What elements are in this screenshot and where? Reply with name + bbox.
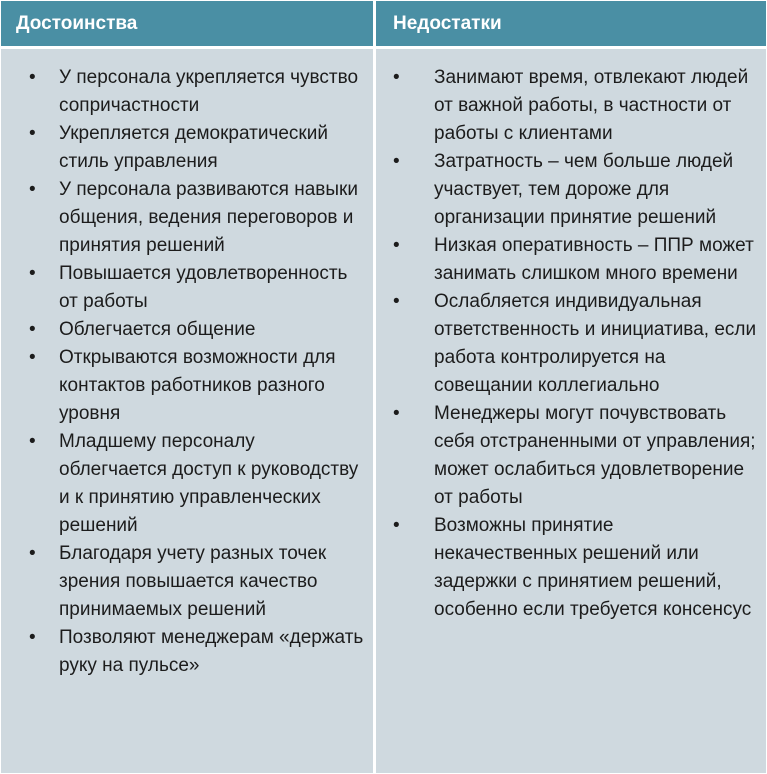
cons-item-text: Низкая оперативность – ППР может занимать слишком много времени [434,235,754,284]
bullet-icon: • [393,67,400,88]
pros-header: Достоинства [1,1,373,46]
cons-header: Недостатки [376,1,766,46]
pros-item [1,624,365,680]
bullet-icon: • [29,179,36,200]
cons-item-text: Менеджеры могут почувствовать себя отстраненными от управления; может ослабиться удовлетворение от работы [434,403,756,508]
pros-item [1,344,365,428]
cons-column [376,49,766,773]
bullet-icon: • [393,515,400,536]
bullet-icon: • [393,291,400,312]
bullet-icon: • [29,347,36,368]
bullet-icon: • [393,403,400,424]
cons-item-text: Ослабляется индивидуальная ответственность и инициатива, если работа контролируется на совещании коллегиально [434,291,757,396]
cons-list [376,49,766,624]
cons-item [376,512,758,624]
pros-item-text: Повышается удовлетворенность от работы [59,263,348,312]
cons-item-text: Занимают время, отвлекают людей от важной работы, в частности от работы с клиентами [434,67,749,144]
cons-item [376,288,758,400]
cons-item [376,400,758,512]
pros-item-text: Открываются возможности для контактов работников разного уровня [59,347,336,424]
cons-item-text: Затратность – чем больше людей участвует, тем дороже для организации принятие решений [434,151,734,228]
bullet-icon: • [29,263,36,284]
bullet-icon: • [29,123,36,144]
cons-item [376,64,758,148]
bullet-icon: • [393,235,400,256]
pros-item-text: Младшему персоналу облегчается доступ к руководству и к принятию управленческих решений [59,431,359,536]
pros-cons-table [1,1,766,773]
pros-list [1,49,373,680]
pros-item-text: Позволяют менеджерам «держать руку на пульсе» [59,627,364,676]
bullet-icon: • [29,543,36,564]
bullet-icon: • [29,67,36,88]
pros-item-text: Облегчается общение [59,319,256,340]
cons-item [376,232,758,288]
pros-item [1,540,365,624]
pros-column [1,49,373,773]
pros-item [1,176,365,260]
pros-item-text: У персонала развиваются навыки общения, ведения переговоров и принятия решений [59,179,358,256]
cons-item [376,148,758,232]
bullet-icon: • [29,627,36,648]
bullet-icon: • [393,151,400,172]
pros-item [1,64,365,120]
pros-item-text: Укрепляется демократический стиль управления [59,123,328,172]
pros-item [1,316,365,344]
bullet-icon: • [29,431,36,452]
bullet-icon: • [29,319,36,340]
pros-item-text: У персонала укрепляется чувство сопричастности [59,67,359,116]
pros-item [1,428,365,540]
cons-item-text: Возможны принятие некачественных решений или задержки с принятием решений, особенно если требуется консенсус [434,515,752,620]
pros-item [1,120,365,176]
pros-item [1,260,365,316]
pros-item-text: Благодаря учету разных точек зрения повышается качество принимаемых решений [59,543,327,620]
